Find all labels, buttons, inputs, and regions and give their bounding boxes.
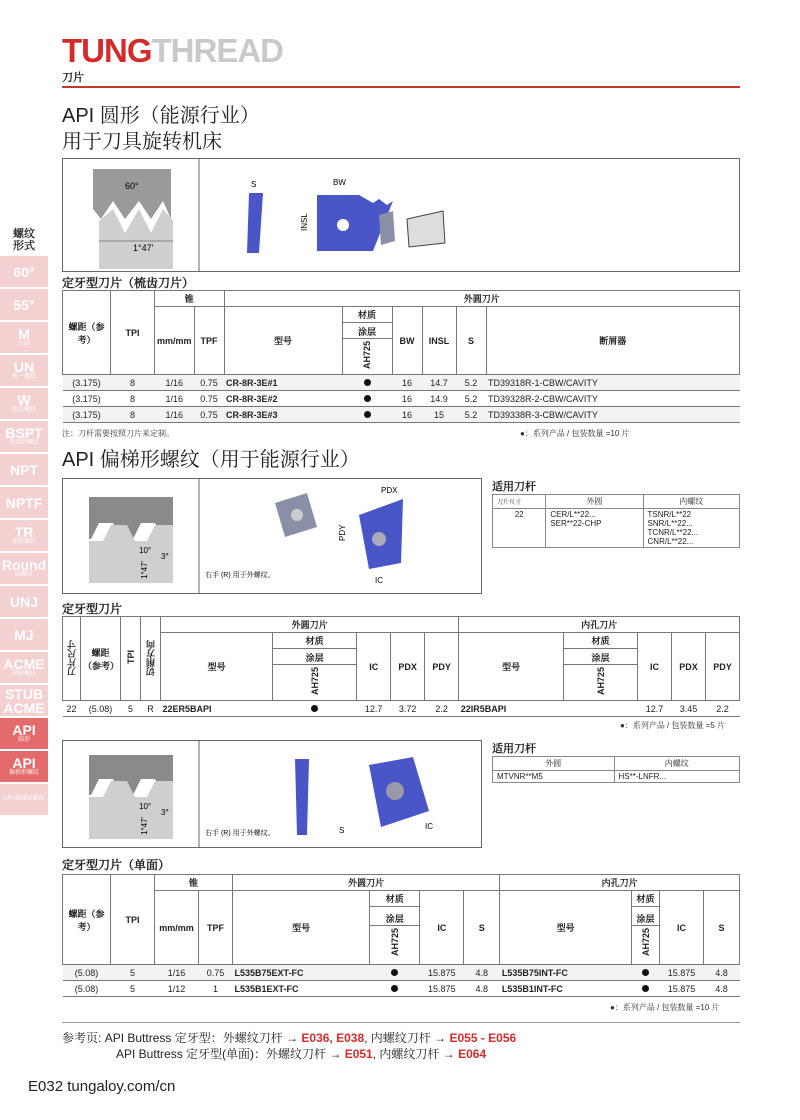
holder-int: CNR/L**22... [647, 537, 694, 546]
holder-int: SNR/L**22... [647, 519, 693, 528]
cell-model: CR-8R-3E#1 [224, 375, 342, 391]
sidebar-item[interactable] [0, 322, 48, 353]
section1-note: 注：刀杆需要按照刀片来定制。 [62, 429, 174, 438]
sidebar-item-label: BSPT [5, 425, 43, 441]
col-bw: BW [392, 307, 422, 375]
cell-ic: 15.875 [420, 981, 464, 997]
col-pdx: PDX [672, 633, 706, 701]
cell-stock [342, 407, 392, 423]
reference-pages [62, 1030, 516, 1062]
cell-stock [564, 701, 638, 717]
cell-pdx: 3.72 [391, 701, 425, 717]
cell-mm: 1/16 [155, 965, 199, 981]
cell-mm: 1/16 [155, 407, 195, 423]
sidebar-item-sublabel: 英制管螺纹 [8, 440, 39, 446]
cell-tpf: 0.75 [194, 407, 224, 423]
angle10-label: 10° [139, 802, 152, 811]
cell-model: 22IR5BAPI [459, 701, 564, 717]
col-coating: 涂层 [343, 325, 392, 339]
col-pitch: 螺距（参考） [63, 875, 111, 965]
bw-label: BW [333, 178, 346, 187]
col-size: 刀片尺寸 [67, 639, 77, 676]
cell-mm: 1/12 [155, 981, 199, 997]
col-grade: AH725 [309, 666, 320, 695]
col-pdx: PDX [391, 633, 425, 701]
section2-title: API 偏梯形螺纹（用于能源行业） [62, 449, 360, 471]
sidebar-item-sublabel: 偏梯形螺纹 [8, 770, 39, 776]
cell-tpi: 5 [111, 965, 155, 981]
cell-tpf: 0.75 [194, 375, 224, 391]
col-material: 材质 [632, 891, 660, 907]
cell-ic: 15.875 [660, 965, 704, 981]
col-ext-insert: 外圆刀片 [233, 875, 500, 891]
ic-label: IC [425, 822, 433, 831]
sidebar-item-label: 60° [13, 263, 35, 280]
section1-diagram [63, 159, 739, 271]
col-coating: 涂层 [273, 651, 356, 665]
ref-label: 参考页: [62, 1031, 102, 1045]
sidebar-item[interactable] [0, 454, 48, 485]
cell-model: CR-8R-3E#2 [224, 391, 342, 407]
cell-tpi: 8 [111, 407, 155, 423]
col-coating: 涂层 [370, 912, 419, 926]
holder-size: 22 [493, 509, 546, 548]
section1-legend: ●：系列产品 / 包装数量 =10 片 [520, 429, 630, 438]
stock-dot-icon [391, 985, 398, 992]
stock-dot-icon [364, 395, 371, 402]
cell-s: 5.2 [456, 375, 486, 391]
cell-tpi: 8 [111, 391, 155, 407]
table-row [63, 981, 740, 997]
col-grade: AH725 [362, 340, 373, 369]
col-s: S [704, 891, 740, 965]
sidebar-item-sublabel: 梯形螺纹 [11, 539, 36, 545]
cell-pitch: (5.08) [63, 965, 111, 981]
taper-label3: 1°47' [140, 816, 149, 835]
col-tpi: TPI [111, 291, 155, 375]
s2-holder-title: 适用刀杆 [492, 481, 536, 493]
s2-holder-table [492, 494, 740, 548]
col-model: 型号 [233, 891, 370, 965]
page-number: E032 [28, 1078, 64, 1095]
cell-pitch: (3.175) [63, 391, 111, 407]
col-int-insert: 内孔刀片 [459, 617, 740, 633]
col-ic: IC [660, 891, 704, 965]
s3-holder-title: 适用刀杆 [492, 743, 536, 755]
sidebar-item-label: UNJ [9, 593, 38, 610]
stock-dot-icon [364, 379, 371, 386]
holder-int-header: 内螺纹 [614, 757, 739, 771]
cell-stock [273, 701, 357, 717]
sidebar-item[interactable] [0, 718, 48, 749]
sidebar-item-label: API [12, 755, 36, 771]
ref-link[interactable]: E036, E038 [301, 1031, 365, 1045]
cell-model: 22ER5BAPI [161, 701, 273, 717]
header-rule [62, 86, 740, 88]
section1-figure [62, 158, 740, 272]
sidebar-item[interactable] [0, 520, 48, 551]
ref-text: API Buttress 定牙型：外螺纹刀杆 → [104, 1031, 299, 1045]
sidebar-item-sublabel: 圆形 [17, 737, 30, 743]
ref-text: , 内螺纹刀杆 → [372, 1047, 455, 1061]
cell-chipbreaker: TD39328R-2-CBW/CAVITY [486, 391, 739, 407]
footer [28, 1078, 175, 1095]
col-direction: 切削方向 [146, 639, 156, 676]
sidebar-item-label: ACME [3, 656, 45, 672]
sidebar-item[interactable] [0, 388, 48, 419]
col-taper: 锥 [155, 875, 233, 891]
sidebar-item-label: TR [14, 524, 34, 540]
brand-subtitle: 刀片 [62, 72, 84, 84]
angle3-label: 3° [161, 808, 169, 817]
cell-insl: 15 [422, 407, 456, 423]
col-material: 材质 [273, 633, 357, 649]
sidebar-item-label: Round [1, 557, 47, 573]
col-model: 型号 [459, 633, 564, 701]
section1-subtitle: 用于刀具旋转机床 [62, 131, 222, 153]
s-label: S [339, 826, 345, 835]
sidebar-item[interactable] [0, 685, 48, 716]
header [62, 34, 740, 85]
sidebar-item-label: API [12, 722, 36, 738]
angle3-label: 3° [161, 552, 169, 561]
section1-title: API 圆形（能源行业） [62, 105, 260, 127]
cell-tpf: 0.75 [194, 391, 224, 407]
col-int-insert: 内孔刀片 [500, 875, 740, 891]
holder-ext: CER/L**22... [550, 510, 596, 519]
table-row [63, 391, 740, 407]
col-tpi: TPI [111, 875, 155, 965]
s-label: S [251, 180, 257, 189]
cell-mm: 1/16 [155, 375, 195, 391]
sidebar-item[interactable] [0, 652, 48, 683]
col-model: 型号 [224, 307, 342, 375]
stock-dot-icon [391, 969, 398, 976]
cell-mm: 1/16 [155, 391, 195, 407]
cell-model: L535B1INT-FC [500, 981, 632, 997]
cell-insl: 14.7 [422, 375, 456, 391]
section1-table [62, 290, 740, 423]
pdx-label: PDX [381, 486, 398, 495]
stock-dot-icon [311, 705, 318, 712]
col-coating: 涂层 [632, 912, 659, 926]
sidebar [0, 228, 48, 817]
cell-stock [342, 375, 392, 391]
sidebar-item-sublabel: 圆螺纹 [14, 572, 33, 578]
section3-diagram [63, 741, 481, 847]
holder-ext: MTVNR**M5 [493, 771, 615, 783]
sidebar-item-label: W [17, 392, 31, 408]
cell-pitch: (3.175) [63, 407, 111, 423]
section2-subheading: 定牙型刀片 [62, 602, 123, 616]
col-grade: AH725 [640, 927, 651, 956]
sidebar-item[interactable] [0, 619, 48, 650]
stock-dot-icon [364, 411, 371, 418]
table-row [63, 701, 740, 717]
cell-model: CR-8R-3E#3 [224, 407, 342, 423]
col-pdy: PDY [425, 633, 459, 701]
col-ic: IC [357, 633, 391, 701]
s3-holder-table [492, 756, 740, 783]
col-tpf: TPF [199, 891, 233, 965]
section2-diagram [63, 479, 481, 593]
sidebar-item-label: MJ [14, 626, 34, 643]
section3-figure [62, 740, 482, 848]
cell-s: 4.8 [704, 981, 740, 997]
cell-bw: 16 [392, 407, 422, 423]
section2-table [62, 616, 740, 717]
sidebar-item-sublabel: 公制 [17, 341, 30, 347]
col-material: 材质 [342, 307, 392, 323]
ref-link[interactable]: E051 [344, 1047, 373, 1061]
sidebar-item[interactable] [0, 751, 48, 782]
cell-tpi: 5 [121, 701, 141, 717]
col-material: 材质 [370, 891, 420, 907]
col-mm: mm/mm [155, 307, 195, 375]
col-s: S [456, 307, 486, 375]
cell-tpf: 0.75 [199, 965, 233, 981]
section2-legend: ●：系列产品 / 包装数量 =5 片 [620, 721, 726, 730]
brand-logo: TUNGTHREAD [62, 32, 283, 69]
col-pitch: 螺距（参考） [81, 617, 121, 701]
sidebar-item[interactable] [0, 784, 48, 815]
footer-divider [62, 1022, 740, 1023]
sidebar-item[interactable] [0, 421, 48, 452]
sidebar-item-label: M [18, 326, 30, 342]
cell-pitch: (5.08) [81, 701, 121, 717]
col-ext-insert: 外圆刀片 [161, 617, 459, 633]
stock-dot-icon [642, 969, 649, 976]
sidebar-item[interactable] [0, 355, 48, 386]
cell-model: L535B75EXT-FC [233, 965, 370, 981]
cell-bw: 16 [392, 375, 422, 391]
sidebar-item-label: NPT [10, 461, 38, 478]
sidebar-item-sublabel: API 偏梯形螺纹 [3, 796, 45, 802]
cell-tpi: 8 [111, 375, 155, 391]
ref-link[interactable]: E055 - E056 [449, 1031, 517, 1045]
col-s: S [464, 891, 500, 965]
cell-direction: R [141, 701, 161, 717]
cell-pdx: 3.45 [672, 701, 706, 717]
section3-legend: ●：系列产品 / 包装数量 =10 片 [610, 1003, 720, 1012]
holder-int: TSNR/L**22 [647, 510, 692, 519]
cell-bw: 16 [392, 391, 422, 407]
stock-dot-icon [642, 985, 649, 992]
col-pdy: PDY [706, 633, 740, 701]
sidebar-item-sublabel: 梯形螺纹 [11, 671, 36, 677]
section1-subheading: 定牙型刀片（梳齿刀片） [62, 276, 195, 290]
cell-tpi: 5 [111, 981, 155, 997]
ref-text: API Buttress 定牙型(单面)：外螺纹刀杆 → [116, 1047, 342, 1061]
table-row [63, 965, 740, 981]
cell-stock [632, 965, 660, 981]
cell-s: 5.2 [456, 391, 486, 407]
col-grade: AH725 [389, 927, 400, 956]
col-pitch: 螺距（参考） [63, 291, 111, 375]
cell-chipbreaker: TD39318R-1-CBW/CAVITY [486, 375, 739, 391]
right-hand-note: 右手 (R) 用于外螺纹。 [205, 830, 275, 837]
col-model: 型号 [161, 633, 273, 701]
col-model: 型号 [500, 891, 632, 965]
sidebar-item-sublabel: 统一螺纹 [11, 374, 36, 380]
col-tpi: TPI [125, 650, 136, 665]
insl-label: INSL [300, 213, 309, 231]
cell-stock [342, 391, 392, 407]
cell-pdy: 2.2 [706, 701, 740, 717]
table-row [63, 407, 740, 423]
sidebar-item-sublabel: 惠氏螺纹 [11, 407, 36, 413]
cell-chipbreaker: TD39338R-3-CBW/CAVITY [486, 407, 739, 423]
right-hand-note: 右手 (R) 用于外螺纹。 [205, 572, 275, 579]
col-grade: AH725 [595, 666, 606, 695]
holder-ext-header: 外圆 [546, 495, 643, 509]
cell-model: L535B1EXT-FC [233, 981, 370, 997]
col-ic: IC [638, 633, 672, 701]
ic-label: IC [375, 576, 383, 585]
sidebar-item[interactable] [0, 256, 48, 287]
col-material: 材质 [564, 633, 638, 649]
sidebar-item-label: STUB ACME [3, 685, 45, 716]
cell-stock [370, 981, 420, 997]
sidebar-item[interactable] [0, 586, 48, 617]
pdy-label: PDY [338, 524, 347, 541]
col-tpf: TPF [194, 307, 224, 375]
holder-ext-header: 外圆 [493, 757, 615, 771]
section3-subheading: 定牙型刀片（单面） [62, 858, 171, 872]
ref-link[interactable]: E064 [458, 1047, 487, 1061]
cell-ic: 12.7 [638, 701, 672, 717]
cell-s: 4.8 [704, 965, 740, 981]
holder-int-header: 内螺纹 [643, 495, 739, 509]
holder-int: HS**-LNFR... [614, 771, 739, 783]
holder-ext: SER**22-CHP [550, 519, 602, 528]
cell-s: 4.8 [464, 981, 500, 997]
col-ic: IC [420, 891, 464, 965]
col-coating: 涂层 [564, 651, 637, 665]
holder-int: TCNR/L**22... [647, 528, 699, 537]
cell-s: 5.2 [456, 407, 486, 423]
sidebar-item[interactable] [0, 487, 48, 518]
col-chipbreaker: 断屑器 [486, 307, 739, 375]
sidebar-item-label: 55° [13, 296, 35, 313]
holder-size-header: 刀片尺寸 [493, 495, 546, 509]
sidebar-head: 螺纹形式 [13, 228, 35, 252]
cell-size: 22 [63, 701, 81, 717]
section3-table [62, 874, 740, 997]
cell-stock [370, 965, 420, 981]
table-row [63, 375, 740, 391]
cell-ic: 15.875 [660, 981, 704, 997]
angle10-label: 10° [139, 546, 152, 555]
sidebar-item-label: UN [13, 359, 35, 375]
taper-label2: 1°47' [140, 560, 149, 579]
cell-insl: 14.9 [422, 391, 456, 407]
section2-figure [62, 478, 482, 594]
cell-ic: 12.7 [357, 701, 391, 717]
thread-angle-label: 60° [125, 181, 139, 191]
cell-tpf: 1 [199, 981, 233, 997]
cell-s: 4.8 [464, 965, 500, 981]
cell-model: L535B75INT-FC [500, 965, 632, 981]
col-mm: mm/mm [155, 891, 199, 965]
cell-ic: 15.875 [420, 965, 464, 981]
cell-pitch: (5.08) [63, 981, 111, 997]
col-ext-insert: 外圆刀片 [224, 291, 739, 307]
col-taper: 锥 [155, 291, 225, 307]
cell-stock [632, 981, 660, 997]
footer-url[interactable]: tungaloy.com/cn [67, 1078, 176, 1095]
col-insl: INSL [422, 307, 456, 375]
sidebar-item-label: NPTF [5, 494, 43, 511]
cell-pdy: 2.2 [425, 701, 459, 717]
ref-text: , 内螺纹刀杆 → [364, 1031, 447, 1045]
sidebar-item[interactable] [0, 553, 48, 584]
cell-pitch: (3.175) [63, 375, 111, 391]
sidebar-item[interactable] [0, 289, 48, 320]
taper-label: 1°47' [133, 243, 154, 253]
